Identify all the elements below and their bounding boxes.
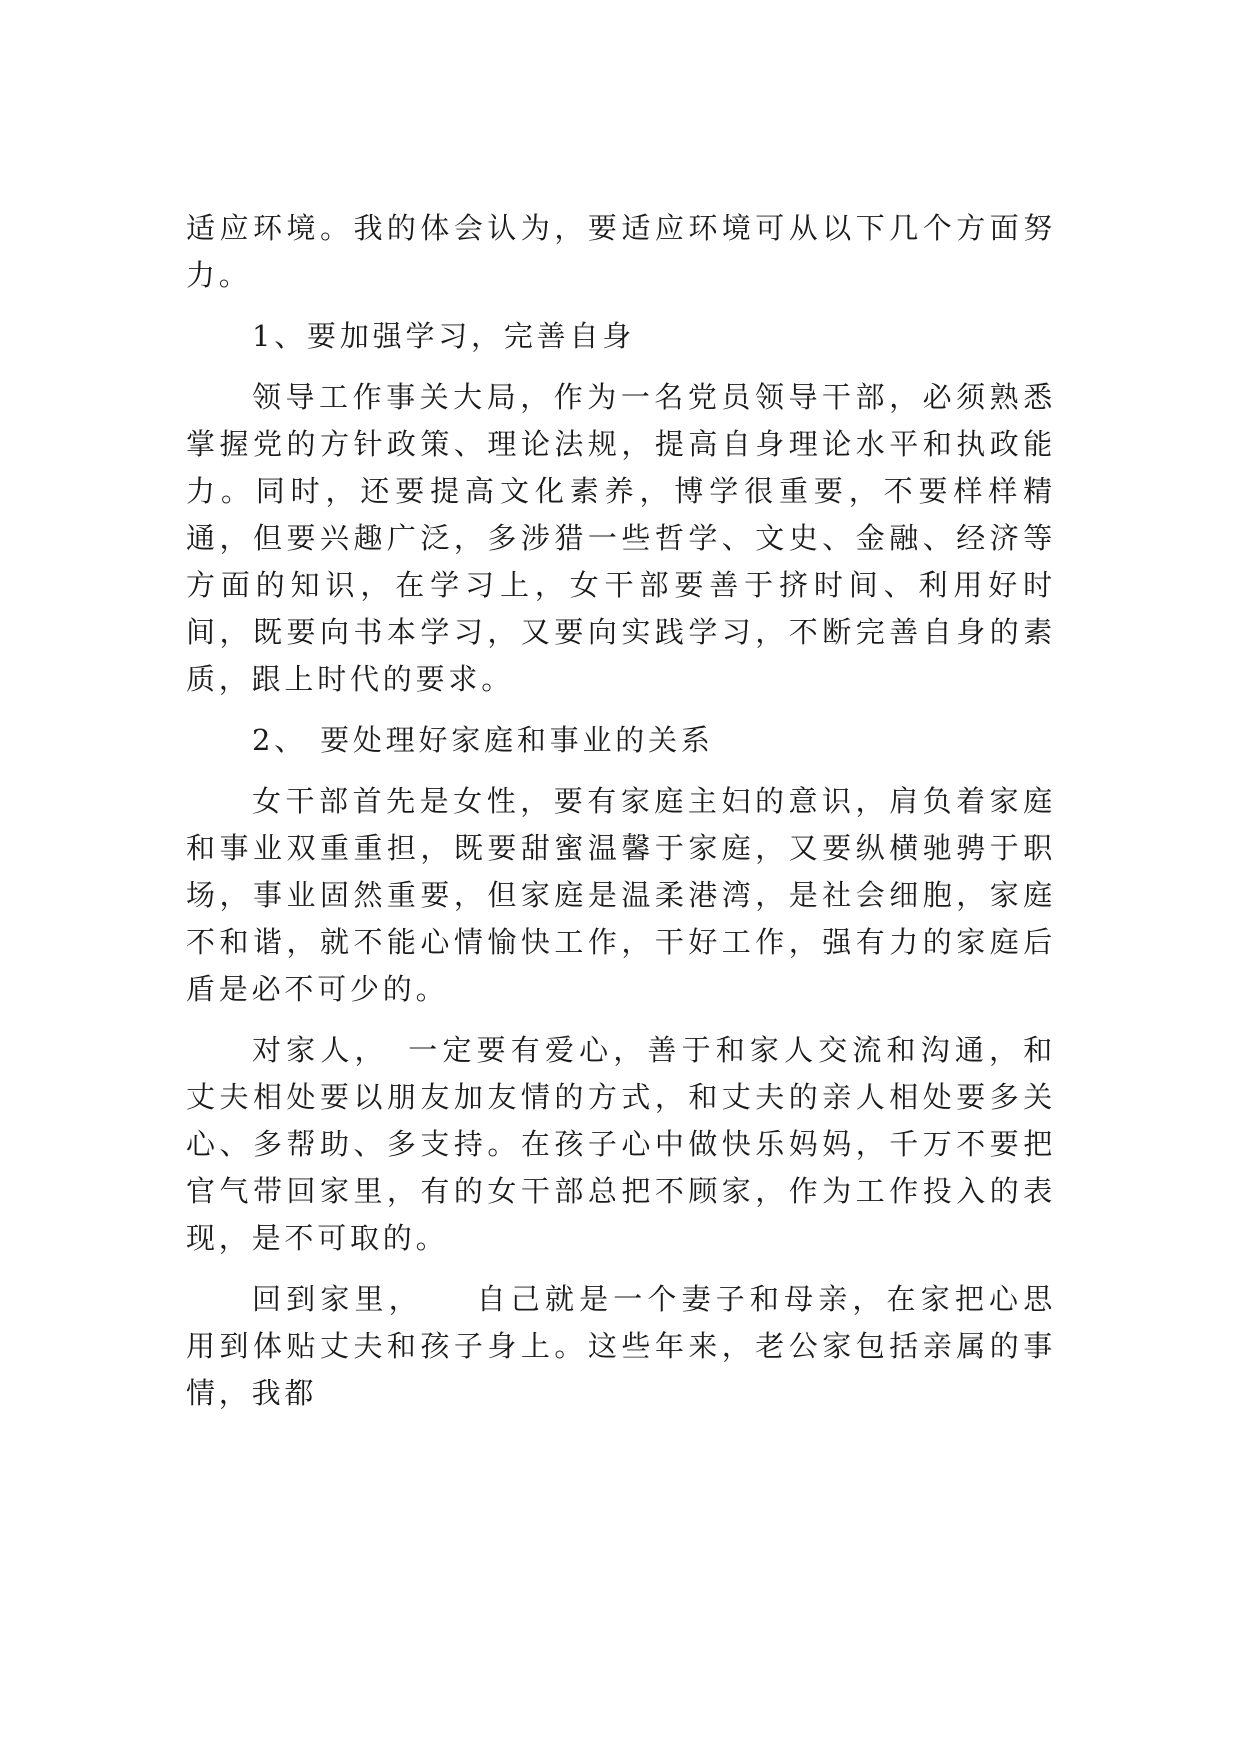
section-heading-2: 2、 要处理好家庭和事业的关系 — [252, 723, 714, 757]
paragraph-family-members: 对家人， 一定要有爱心，善于和家人交流和沟通，和丈夫相处要以朋友加友情的方式，和丈夫的亲人相处要多关心、多帮助、多支持。在孩子心中做快乐妈妈，千万不要把官气带回家里，有的女干部总把不顾家，作为工作投入的表现，是不可取的。 — [186, 1033, 1056, 1255]
paragraph-at-home: 回到家里， 自己就是一个妻子和母亲，在家把心思用到体贴丈夫和孩子身上。这些年来，老公家包括亲属的事情，我都 — [186, 1282, 1056, 1410]
section-heading-1: 1、要加强学习，完善自身 — [252, 319, 636, 353]
paragraph-family-career: 女干部首先是女性，要有家庭主妇的意识，肩负着家庭和事业双重重担，既要甜蜜温馨于家庭，又要纵横驰骋于职场，事业固然重要，但家庭是温柔港湾，是社会细胞，家庭不和谐，就不能心情愉快工作，干好工作，强有力的家庭后盾是必不可少的。 — [186, 784, 1056, 1006]
paragraph-continuation: 适应环境。我的体会认为，要适应环境可从以下几个方面努力。 — [186, 211, 1056, 292]
document-body — [186, 205, 1056, 1417]
paragraph-study: 领导工作事关大局，作为一名党员领导干部，必须熟悉掌握党的方针政策、理论法规，提高自身理论水平和执政能力。同时，还要提高文化素养，博学很重要，不要样样精通，但要兴趣广泛，多涉猎一些哲学、文史、金融、经济等方面的知识，在学习上，女干部要善于挤时间、利用好时间，既要向书本学习，又要向实践学习，不断完善自身的素质，跟上时代的要求。 — [186, 380, 1056, 696]
